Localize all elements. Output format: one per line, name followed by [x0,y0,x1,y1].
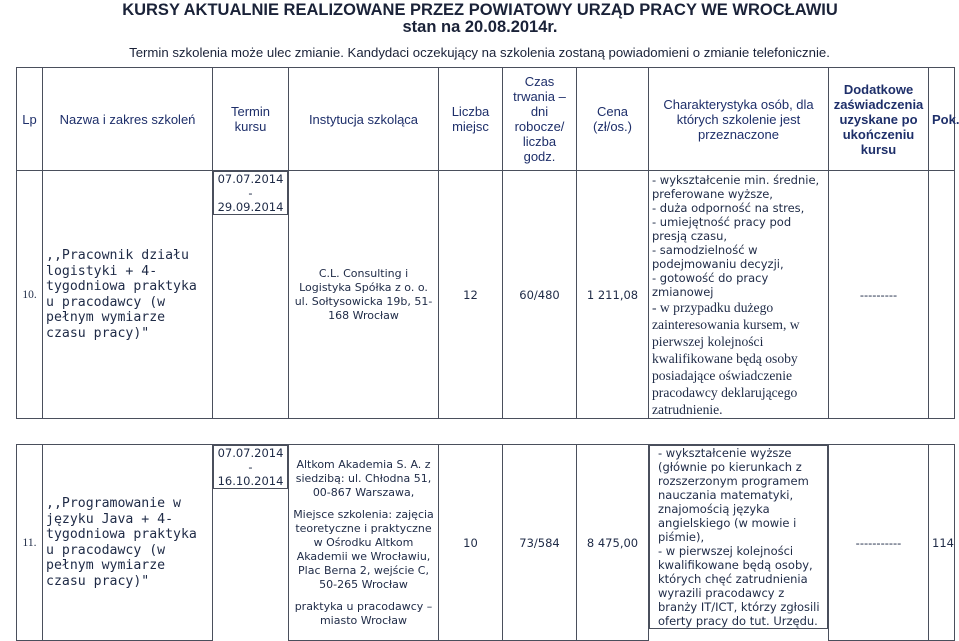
course-name: ,,Pracownik działu logistyki + 4-tygodniowa praktyka u pracodawcy (w pełnym wymiarze czasu pracy)" [43,171,213,419]
table-row [17,445,955,641]
course-institution [289,445,439,641]
col-price: Cena (zł/os.) [577,68,649,171]
course-pok: 114 [929,445,955,641]
col-places: Liczba miejsc [439,68,503,171]
course-certificates: ----------- [829,445,929,641]
profile-requirements: - wykształcenie min. średnie, preferowane wyższe, - duża odporność na stres, - umiejętność pracy pod presją czasu, - samodzielność w podejmowaniu decyzji, - gotowość do pracy zmianowej [652,173,820,299]
col-duration: Czas trwania – dni robocze/ liczba godz. [503,68,577,171]
col-pok: Pok. [929,68,955,171]
table-row [17,171,955,419]
col-institution: Instytucja szkoląca [289,68,439,171]
course-price: 8 475,00 [577,445,649,641]
course-profile [649,171,829,419]
course-price: 1 211,08 [577,171,649,419]
course-places: 10 [439,445,503,641]
col-term: Termin kursu [213,68,289,171]
course-term: 07.07.2014 - 29.09.2014 [213,171,288,215]
schedule-note: Termin szkolenia może ulec zmianie. Kandydaci oczekujący na szkolenia zostaną powiadomieni o zmianie telefonicznie. [129,45,830,60]
col-certificates: Dodatkowe zaświadczenia uzyskane po ukończeniu kursu [829,68,929,171]
row-spacer [17,419,955,445]
col-profile: Charakterystyka osób, dla których szkolenie jest przeznaczone [649,68,829,171]
institution-training-place: Miejsce szkolenia: zajęcia teoretyczne i praktyczne w Ośrodku Altkom Akademii we Wrocławiu, Plac Berna 2, wejście C, 50-265 Wrocław [293,507,434,591]
course-places: 12 [439,171,503,419]
row-lp: 11. [17,445,43,641]
institution-internship: praktyka u pracodawcy – miasto Wrocław [294,599,433,627]
course-name: ,,Programowanie w języku Java + 4-tygodniowa praktyka u pracodawcy (w pełnym wymiarze czasu pracy)" [43,445,213,641]
course-duration: 60/480 [503,171,577,419]
course-duration: 73/584 [503,445,577,641]
page-subtitle-date: stan na 20.08.2014r. [402,18,558,36]
courses-table [16,67,959,641]
page-title: KURSY AKTUALNIE REALIZOWANE PRZEZ POWIATOWY URZĄD PRACY WE WROCŁAWIU [122,1,838,19]
course-institution: C.L. Consulting i Logistyka Spółka z o. o. ul. Sołtysowicka 19b, 51-168 Wrocław [289,171,439,419]
course-term: 07.07.2014 - 16.10.2014 [213,445,288,489]
header-row [17,68,955,171]
course-certificates: --------- [829,171,929,419]
row-lp: 10. [17,171,43,419]
course-profile: - wykształcenie wyższe (głównie po kierunkach z rozszerzonym programem nauczania matematyki, znajomością języka angielskiego (w mowie i piśmie), - w pierwszej kolejności kwalifikowane będą osoby, których chęć zatrudnienia wyrazili pracodawcy z branży IT/ICT, którzy zgłosili oferty pracy do tut. Urzędu. [649,445,828,629]
profile-priority-note: - w przypadku dużego zainteresowania kursem, w pierwszej kolejności kwalifikowane będą osoby posiadające oświadczenie pracodawcy deklarującego zatrudnienie. [652,300,800,417]
course-pok [929,171,955,419]
institution-head: Altkom Akademia S. A. z siedzibą: ul. Chłodna 51, 00-867 Warszawa, [295,457,432,499]
col-name: Nazwa i zakres szkoleń [43,68,213,171]
col-lp: Lp [17,68,43,171]
